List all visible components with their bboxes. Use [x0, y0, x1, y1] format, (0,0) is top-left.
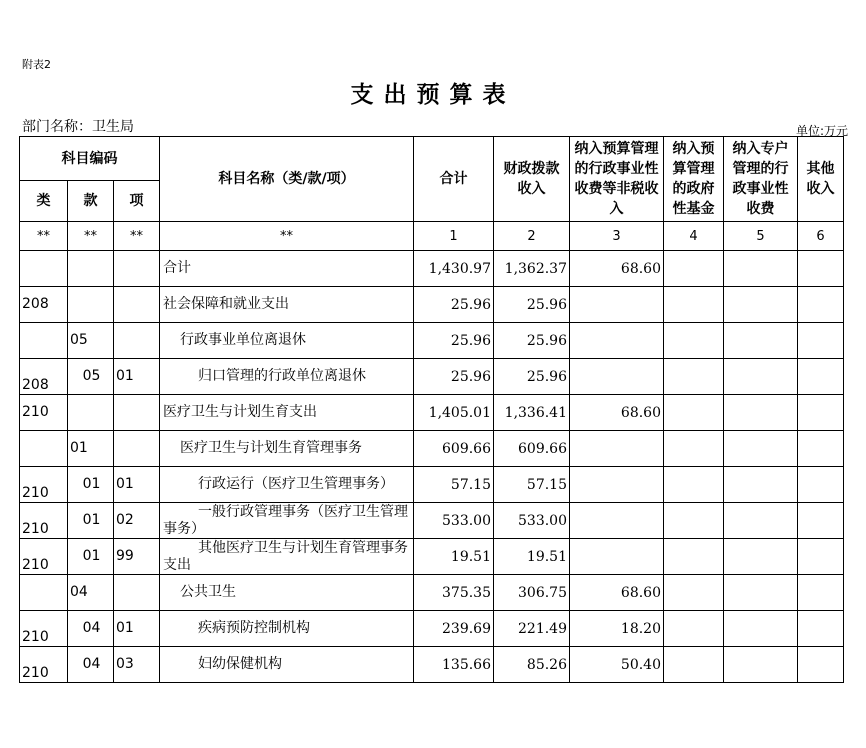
- subject-name-cell: 其他医疗卫生与计划生育管理事务支出: [160, 539, 414, 575]
- total-cell: 57.15: [414, 467, 494, 503]
- kuan-code-cell: 01: [68, 503, 114, 539]
- other-cell: [798, 395, 844, 431]
- fund-cell: [664, 539, 724, 575]
- fund-cell: [664, 647, 724, 683]
- xiang-code-cell: 99: [114, 539, 160, 575]
- total-cell: 25.96: [414, 323, 494, 359]
- other-cell: [798, 575, 844, 611]
- lei-code-cell: [20, 251, 68, 287]
- non-tax-cell: [570, 287, 664, 323]
- fiscal-cell: 57.15: [494, 467, 570, 503]
- total-header: 合计: [414, 137, 494, 222]
- xiang-code-cell: [114, 251, 160, 287]
- fiscal-cell: 609.66: [494, 431, 570, 467]
- fund-cell: [664, 575, 724, 611]
- xiang-header: 项: [114, 181, 160, 222]
- kuan-header: 款: [68, 181, 114, 222]
- subject-name-cell: 行政事业单位离退休: [160, 323, 414, 359]
- special-account-cell: [724, 647, 798, 683]
- kuan-code-cell: 04: [68, 575, 114, 611]
- kuan-code-cell: 05: [68, 359, 114, 395]
- table-row: [20, 575, 844, 611]
- special-account-cell: [724, 395, 798, 431]
- kuan-code-cell: [68, 287, 114, 323]
- total-cell: 1,430.97: [414, 251, 494, 287]
- fund-cell: [664, 467, 724, 503]
- other-header: 其他收入: [798, 137, 844, 222]
- other-cell: [798, 467, 844, 503]
- fiscal-cell: 25.96: [494, 323, 570, 359]
- special-account-cell: [724, 431, 798, 467]
- fund-cell: [664, 251, 724, 287]
- marker-cell: **: [68, 222, 114, 251]
- xiang-code-cell: [114, 323, 160, 359]
- fund-cell: [664, 431, 724, 467]
- subject-name-cell: 归口管理的行政单位离退休: [160, 359, 414, 395]
- total-cell: 135.66: [414, 647, 494, 683]
- special-account-cell: [724, 467, 798, 503]
- table-row: [20, 287, 844, 323]
- subject-name-cell: 医疗卫生与计划生育管理事务: [160, 431, 414, 467]
- xiang-code-cell: [114, 431, 160, 467]
- fiscal-cell: 85.26: [494, 647, 570, 683]
- subject-name-cell: 医疗卫生与计划生育支出: [160, 395, 414, 431]
- subject-name-cell: 一般行政管理事务（医疗卫生管理事务）: [160, 503, 414, 539]
- fiscal-cell: 1,336.41: [494, 395, 570, 431]
- page-title: 支出预算表: [350, 82, 516, 108]
- marker-cell: **: [20, 222, 68, 251]
- lei-code-cell: [20, 575, 68, 611]
- marker-cell: 6: [798, 222, 844, 251]
- fund-cell: [664, 287, 724, 323]
- kuan-code-cell: 01: [68, 539, 114, 575]
- non-tax-cell: 68.60: [570, 575, 664, 611]
- lei-code-cell: 210: [20, 539, 68, 575]
- other-cell: [798, 647, 844, 683]
- non-tax-cell: 68.60: [570, 251, 664, 287]
- fiscal-cell: 1,362.37: [494, 251, 570, 287]
- xiang-code-cell: [114, 287, 160, 323]
- subject-code-header: 科目编码: [20, 137, 160, 181]
- marker-cell: **: [114, 222, 160, 251]
- total-cell: 239.69: [414, 611, 494, 647]
- lei-code-cell: 210: [20, 395, 68, 431]
- fiscal-header: 财政拨款收入: [494, 137, 570, 222]
- table-row: [20, 359, 844, 395]
- fund-cell: [664, 323, 724, 359]
- marker-cell: 3: [570, 222, 664, 251]
- subject-name-cell: 社会保障和就业支出: [160, 287, 414, 323]
- other-cell: [798, 539, 844, 575]
- table-row: [20, 503, 844, 539]
- special-account-cell: [724, 539, 798, 575]
- kuan-code-cell: 05: [68, 323, 114, 359]
- non-tax-cell: [570, 467, 664, 503]
- lei-code-cell: 210: [20, 611, 68, 647]
- marker-cell: 4: [664, 222, 724, 251]
- special-account-cell: [724, 575, 798, 611]
- other-cell: [798, 611, 844, 647]
- non-tax-cell: [570, 323, 664, 359]
- xiang-code-cell: 01: [114, 359, 160, 395]
- non-tax-cell: 50.40: [570, 647, 664, 683]
- fund-cell: [664, 611, 724, 647]
- xiang-code-cell: 02: [114, 503, 160, 539]
- special-account-cell: [724, 359, 798, 395]
- total-cell: 25.96: [414, 287, 494, 323]
- marker-cell: 2: [494, 222, 570, 251]
- non-tax-cell: 68.60: [570, 395, 664, 431]
- table-row: [20, 251, 844, 287]
- lei-code-cell: 208: [20, 287, 68, 323]
- lei-header: 类: [20, 181, 68, 222]
- table-row: [20, 611, 844, 647]
- xiang-code-cell: [114, 395, 160, 431]
- total-cell: 25.96: [414, 359, 494, 395]
- fiscal-cell: 25.96: [494, 359, 570, 395]
- department-name: 部门名称：卫生局: [22, 119, 134, 135]
- subject-name-cell: 行政运行（医疗卫生管理事务）: [160, 467, 414, 503]
- subject-name-cell: 疾病预防控制机构: [160, 611, 414, 647]
- total-cell: 375.35: [414, 575, 494, 611]
- non-tax-cell: [570, 503, 664, 539]
- lei-code-cell: [20, 431, 68, 467]
- marker-cell: 5: [724, 222, 798, 251]
- lei-code-cell: 210: [20, 503, 68, 539]
- table-row: [20, 395, 844, 431]
- kuan-code-cell: 04: [68, 647, 114, 683]
- special-account-header: 纳入专户管理的行政事业性收费: [724, 137, 798, 222]
- table-row: [20, 323, 844, 359]
- non-tax-cell: 18.20: [570, 611, 664, 647]
- lei-code-cell: 210: [20, 647, 68, 683]
- marker-row: [20, 222, 844, 251]
- kuan-code-cell: 01: [68, 467, 114, 503]
- marker-cell: 1: [414, 222, 494, 251]
- annex-label: 附表2: [22, 58, 51, 71]
- other-cell: [798, 359, 844, 395]
- xiang-code-cell: 01: [114, 611, 160, 647]
- xiang-code-cell: 03: [114, 647, 160, 683]
- subject-name-cell: 合计: [160, 251, 414, 287]
- non-tax-cell: [570, 431, 664, 467]
- xiang-code-cell: 01: [114, 467, 160, 503]
- header-row-1: [20, 137, 844, 181]
- total-cell: 533.00: [414, 503, 494, 539]
- xiang-code-cell: [114, 575, 160, 611]
- non-tax-cell: [570, 359, 664, 395]
- other-cell: [798, 323, 844, 359]
- marker-cell: **: [160, 222, 414, 251]
- fund-header: 纳入预算管理的政府性基金: [664, 137, 724, 222]
- subject-name-cell: 公共卫生: [160, 575, 414, 611]
- subject-name-header: 科目名称（类/款/项）: [160, 137, 414, 222]
- total-cell: 609.66: [414, 431, 494, 467]
- fund-cell: [664, 359, 724, 395]
- kuan-code-cell: 01: [68, 431, 114, 467]
- lei-code-cell: 208: [20, 359, 68, 395]
- other-cell: [798, 251, 844, 287]
- non-tax-cell: [570, 539, 664, 575]
- other-cell: [798, 503, 844, 539]
- fiscal-cell: 221.49: [494, 611, 570, 647]
- budget-table: [19, 136, 844, 683]
- special-account-cell: [724, 503, 798, 539]
- non-tax-header: 纳入预算管理的行政事业性收费等非税收入: [570, 137, 664, 222]
- special-account-cell: [724, 323, 798, 359]
- fiscal-cell: 306.75: [494, 575, 570, 611]
- unit-label: 单位:万元: [795, 124, 848, 138]
- subject-name-cell: 妇幼保健机构: [160, 647, 414, 683]
- table-row: [20, 467, 844, 503]
- special-account-cell: [724, 251, 798, 287]
- other-cell: [798, 287, 844, 323]
- fiscal-cell: 25.96: [494, 287, 570, 323]
- kuan-code-cell: 04: [68, 611, 114, 647]
- table-row: [20, 647, 844, 683]
- lei-code-cell: 210: [20, 467, 68, 503]
- total-cell: 1,405.01: [414, 395, 494, 431]
- kuan-code-cell: [68, 251, 114, 287]
- table-row: [20, 431, 844, 467]
- other-cell: [798, 431, 844, 467]
- fund-cell: [664, 503, 724, 539]
- fund-cell: [664, 395, 724, 431]
- table-row: [20, 539, 844, 575]
- fiscal-cell: 19.51: [494, 539, 570, 575]
- fiscal-cell: 533.00: [494, 503, 570, 539]
- total-cell: 19.51: [414, 539, 494, 575]
- kuan-code-cell: [68, 395, 114, 431]
- special-account-cell: [724, 287, 798, 323]
- lei-code-cell: [20, 323, 68, 359]
- special-account-cell: [724, 611, 798, 647]
